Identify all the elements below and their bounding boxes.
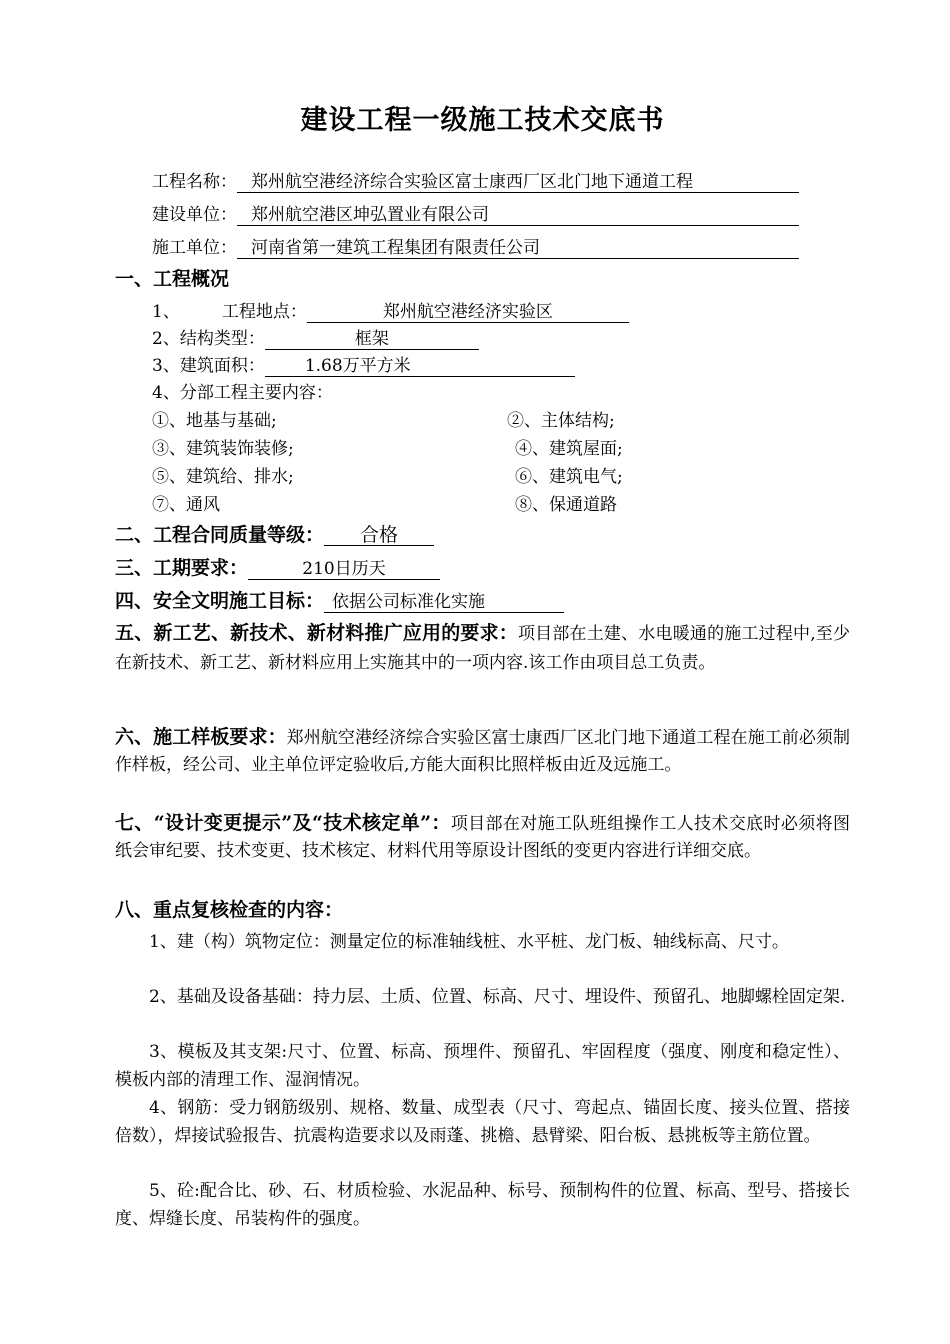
part-item: ⑦、通风: [152, 495, 220, 515]
info-value-underline: 郑州航空港区坤弘置业有限公司: [237, 205, 799, 226]
section-3-heading: 三、工期要求：: [115, 557, 249, 579]
duration-value: 210日历天: [302, 559, 386, 579]
section-2-heading: 二、工程合同质量等级：: [115, 524, 325, 546]
part-item: ⑧、保通道路: [515, 495, 617, 515]
section-8-heading: 八、重点复核检查的内容：: [115, 899, 344, 921]
overview-item-structure: 2、结构类型： 框架: [152, 328, 479, 350]
section-2: [115, 524, 434, 547]
section-6: [115, 724, 850, 779]
check-item: 1、建（构）筑物定位：测量定位的标准轴线桩、水平桩、龙门板、轴线标高、尺寸。: [149, 932, 789, 952]
part-item: ②、主体结构;: [507, 411, 615, 431]
overview-item-area: 3、建筑面积： 1.68万平方米: [152, 355, 575, 377]
info-value-underline: 郑州航空港经济综合实验区富士康西厂区北门地下通道工程: [237, 172, 799, 193]
info-label: 建设单位：: [152, 205, 237, 225]
part-item: ③、建筑装饰装修;: [152, 439, 294, 459]
info-contractor: [152, 237, 799, 259]
section-5-text: 项目部在土建、水电暖通的施工过程中,至少在新技术、新工艺、新材料应用上实施其中的一项内容.该工作由项目总工负责。: [115, 624, 850, 673]
check-item: 5、砼:配合比、砂、石、材质检验、水泥品种、标号、预制构件的位置、标高、型号、搭接长度、焊缝长度、吊装构件的强度。: [115, 1181, 850, 1229]
check-item: 3、模板及其支架:尺寸、位置、标高、预埋件、预留孔、牢固程度（强度、刚度和稳定性）、模板内部的清理工作、湿润情况。: [115, 1042, 850, 1090]
document-title: 建设工程一级施工技术交底书: [300, 105, 665, 136]
overview-item-parts: 4、分部工程主要内容：: [152, 383, 333, 403]
check-item: 4、钢筋：受力钢筋级别、规格、数量、成型表（尺寸、弯起点、锚固长度、接头位置、搭接倍数），焊接试验报告、抗震构造要求以及雨蓬、挑檐、悬臂梁、阳台板、悬挑板等主筋位置。: [115, 1098, 850, 1146]
info-label: 工程名称：: [152, 172, 237, 192]
section-5-heading: 五、新工艺、新技术、新材料推广应用的要求：: [115, 622, 518, 644]
part-item: ⑥、建筑电气;: [515, 467, 623, 487]
section-1-heading: 一、工程概况: [115, 268, 230, 290]
info-client: [152, 204, 799, 226]
section-6-heading: 六、施工样板要求：: [115, 726, 287, 748]
part-item: ④、建筑屋面;: [515, 439, 623, 459]
section-7-heading: 七、“设计变更提示”及“技术核定单”：: [115, 812, 451, 834]
section-5: [115, 619, 850, 678]
section-7-text: 项目部在对施工队班组操作工人技术交底时必须将图纸会审纪要、技术变更、技术核定、材料代用等原设计图纸的变更内容进行详细交底。: [115, 814, 851, 861]
section-3: [115, 557, 440, 580]
part-item: ①、地基与基础;: [152, 411, 277, 431]
quality-grade: 合格: [360, 524, 399, 546]
section-6-text: 郑州航空港经济综合实验区富士康西厂区北门地下通道工程在施工前必须制作样板，经公司、业主单位评定验收后,方能大面积比照样板由近及远施工。: [115, 728, 850, 775]
safety-goal-value: 依据公司标准化实施: [332, 592, 486, 612]
section-4: [115, 590, 564, 613]
overview-item-location: 1、 工程地点： 郑州航空港经济实验区: [152, 301, 629, 323]
section-7: [115, 810, 850, 865]
info-value-underline: 河南省第一建筑工程集团有限责任公司: [237, 238, 799, 259]
part-item: ⑤、建筑给、排水;: [152, 467, 294, 487]
info-project-name: [152, 171, 799, 193]
section-4-heading: 四、安全文明施工目标：: [115, 590, 325, 612]
info-label: 施工单位：: [152, 238, 237, 258]
check-item: 2、基础及设备基础：持力层、土质、位置、标高、尺寸、埋设件、预留孔、地脚螺栓固定架.: [149, 987, 846, 1007]
